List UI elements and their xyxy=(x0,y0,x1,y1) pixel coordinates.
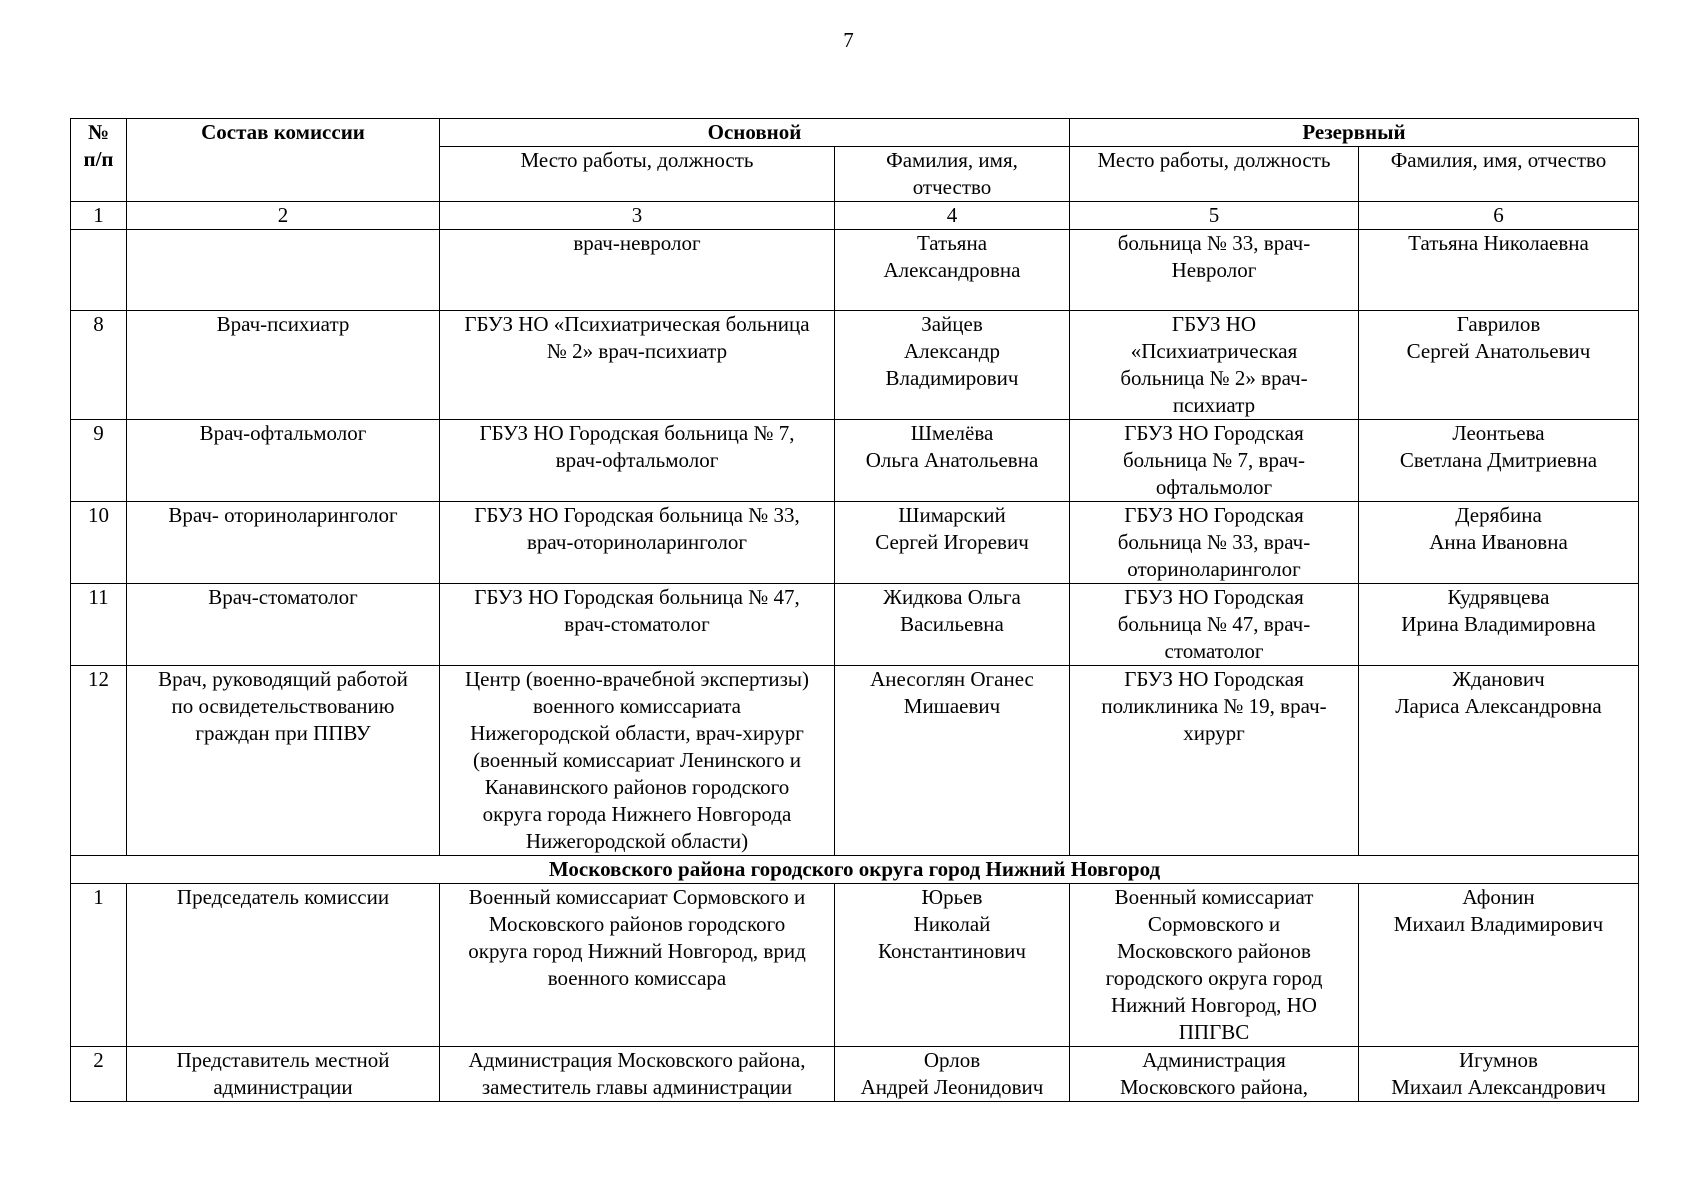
row-role: Представитель местной администрации xyxy=(127,1047,440,1102)
col-number: 3 xyxy=(440,202,835,230)
page-number: 7 xyxy=(843,28,854,52)
row-main-workplace: ГБУЗ НО Городская больница № 47, врач-стоматолог xyxy=(440,584,835,666)
row-reserve-name: Татьяна Николаевна xyxy=(1359,230,1639,311)
row-main-name: Орлов Андрей Леонидович xyxy=(835,1047,1070,1102)
col-number: 5 xyxy=(1070,202,1359,230)
row-main-workplace: ГБУЗ НО «Психиатрическая больница № 2» врач-психиатр xyxy=(440,311,835,420)
table-row xyxy=(71,1047,1639,1102)
row-main-workplace: Центр (военно-врачебной экспертизы) военного комиссариата Нижегородской области, врач-хирург (военный комиссариат Ленинского и Канавинского районов городского округа города Нижнего Новгорода Нижегородской области) xyxy=(440,666,835,856)
row-role: Врач- оториноларинголог xyxy=(127,502,440,584)
header-reserve-workplace: Место работы, должность xyxy=(1070,147,1359,202)
row-reserve-workplace: ГБУЗ НО Городская поликлиника № 19, врач- хирург xyxy=(1070,666,1359,856)
row-reserve-workplace: ГБУЗ НО Городская больница № 47, врач- стоматолог xyxy=(1070,584,1359,666)
header-main-workplace: Место работы, должность xyxy=(440,147,835,202)
row-main-workplace: врач-невролог xyxy=(440,230,835,311)
row-reserve-name: Леонтьева Светлана Дмитриевна xyxy=(1359,420,1639,502)
row-main-name: Анесоглян Оганес Мишаевич xyxy=(835,666,1070,856)
row-num: 1 xyxy=(71,884,127,1047)
row-num: 9 xyxy=(71,420,127,502)
col-number: 2 xyxy=(127,202,440,230)
row-reserve-name: Афонин Михаил Владимирович xyxy=(1359,884,1639,1047)
row-main-name: Жидкова Ольга Васильевна xyxy=(835,584,1070,666)
row-main-name: Шимарский Сергей Игоревич xyxy=(835,502,1070,584)
row-reserve-name: Дерябина Анна Ивановна xyxy=(1359,502,1639,584)
row-reserve-name: Жданович Лариса Александровна xyxy=(1359,666,1639,856)
row-reserve-name: Игумнов Михаил Александрович xyxy=(1359,1047,1639,1102)
header-num: № п/п xyxy=(71,119,127,202)
row-reserve-workplace: ГБУЗ НО Городская больница № 7, врач- офтальмолог xyxy=(1070,420,1359,502)
row-role: Врач, руководящий работой по освидетельствованию граждан при ППВУ xyxy=(127,666,440,856)
header-reserve: Резервный xyxy=(1070,119,1639,147)
row-main-workplace: ГБУЗ НО Городская больница № 7, врач-офтальмолог xyxy=(440,420,835,502)
row-num: 11 xyxy=(71,584,127,666)
table-row xyxy=(71,884,1639,1047)
table-row xyxy=(71,311,1639,420)
header-main: Основной xyxy=(440,119,1070,147)
row-main-workplace: Администрация Московского района, заместитель главы администрации xyxy=(440,1047,835,1102)
row-reserve-workplace: больница № 33, врач- Невролог xyxy=(1070,230,1359,311)
col-number: 4 xyxy=(835,202,1070,230)
row-role: Врач-психиатр xyxy=(127,311,440,420)
section-row xyxy=(71,856,1639,884)
table-row xyxy=(71,666,1639,856)
row-reserve-name: Кудрявцева Ирина Владимировна xyxy=(1359,584,1639,666)
row-reserve-name: Гаврилов Сергей Анатольевич xyxy=(1359,311,1639,420)
col-number: 1 xyxy=(71,202,127,230)
row-num: 2 xyxy=(71,1047,127,1102)
column-numbers-row xyxy=(71,202,1639,230)
row-reserve-workplace: ГБУЗ НО Городская больница № 33, врач- оториноларинголог xyxy=(1070,502,1359,584)
table-row xyxy=(71,420,1639,502)
row-reserve-workplace: Администрация Московского района, xyxy=(1070,1047,1359,1102)
row-main-workplace: Военный комиссариат Сормовского и Московского районов городского округа город Нижний Новгород, врид военного комиссара xyxy=(440,884,835,1047)
row-num: 10 xyxy=(71,502,127,584)
row-reserve-workplace: ГБУЗ НО «Психиатрическая больница № 2» врач- психиатр xyxy=(1070,311,1359,420)
header-reserve-name: Фамилия, имя, отчество xyxy=(1359,147,1639,202)
row-role: Врач-офтальмолог xyxy=(127,420,440,502)
row-main-name: Юрьев Николай Константинович xyxy=(835,884,1070,1047)
row-reserve-workplace: Военный комиссариат Сормовского и Московского районов городского округа город Нижний Новгород, НО ППГВС xyxy=(1070,884,1359,1047)
row-role xyxy=(127,230,440,311)
col-number: 6 xyxy=(1359,202,1639,230)
header-main-name: Фамилия, имя, отчество xyxy=(835,147,1070,202)
row-num: 8 xyxy=(71,311,127,420)
row-main-name: Татьяна Александровна xyxy=(835,230,1070,311)
table-row xyxy=(71,230,1639,311)
table-row xyxy=(71,584,1639,666)
section-title: Московского района городского округа город Нижний Новгород xyxy=(71,856,1639,884)
row-role: Врач-стоматолог xyxy=(127,584,440,666)
row-role: Председатель комиссии xyxy=(127,884,440,1047)
row-num: 12 xyxy=(71,666,127,856)
row-main-name: Шмелёва Ольга Анатольевна xyxy=(835,420,1070,502)
header-composition: Состав комиссии xyxy=(127,119,440,202)
commission-table xyxy=(70,118,1639,1102)
table-row xyxy=(71,502,1639,584)
header-row-1 xyxy=(71,119,1639,147)
row-num xyxy=(71,230,127,311)
row-main-workplace: ГБУЗ НО Городская больница № 33, врач-оториноларинголог xyxy=(440,502,835,584)
row-main-name: Зайцев Александр Владимирович xyxy=(835,311,1070,420)
